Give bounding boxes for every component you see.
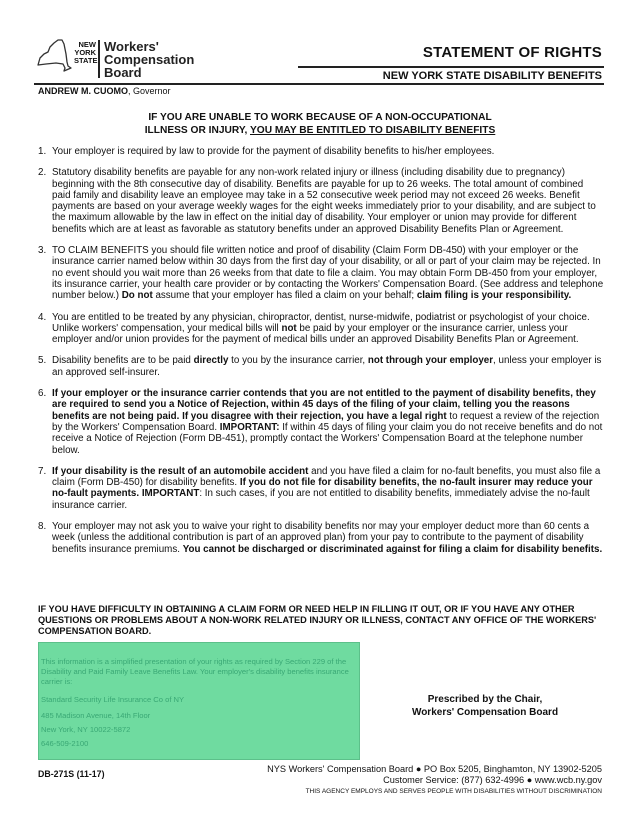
logo-divider: [98, 40, 100, 78]
rights-item-text: Statutory disability benefits are payable for any non-work related injury or illness (including disability due to pregnancy) beginning with the 8th consecutive day of disability. Benefits are payable for up to 26 weeks. The total amount of combined paid family and disability leave an employee may take in a 52 consecutive week period may not exceed 26 weeks. Benefit payments are based on your average weekly wages for the eight weeks immediately prior to your disability, and are subject to the maximum allowable by the law in effect on the initial day of disability. Your employer or union may provide for different benefits which are at least as favorable as statutory benefits under an approved Disability Benefits Plan or Agreement.: [52, 167, 596, 235]
footer-address: NYS Workers' Compensation Board ● PO Box 5205, Binghamton, NY 13902-5205: [267, 764, 602, 774]
document-title: STATEMENT OF RIGHTS: [422, 44, 602, 61]
rights-item-number: 3.: [38, 245, 47, 257]
rights-item-text: If your disability is the result of an automobile accident and you have filed a claim for no-fault benefits, you must also file a claim (Form DB-450) for disability benefits. If you do not file for disability benefits, the no-fault insurer may reduce your no-fault payments. IMPORTANT: In such cases, if you are not entitled to disability benefits, immediately advise the no-fault insurance carrier.: [52, 465, 601, 511]
footer-contact: [267, 764, 602, 797]
rights-item: [38, 167, 604, 235]
rights-item-text: You are entitled to be treated by any physician, chiropractor, dentist, nurse-midwife, podiatrist or psychologist of your choice. Unlike workers' compensation, your medical bills will not be paid by your employer or the insurance carrier, unless your employer and/or union provides for the payment of medical bills under an approved Disability Benefits Plan or Agreement.: [52, 311, 590, 346]
prescribed-by: Prescribed by the Chair, Workers' Compensation Board: [411, 694, 559, 718]
header-bottom-rule: [34, 83, 604, 85]
new-york-state-map-icon: [34, 38, 72, 76]
carrier-address-line1: 485 Madison Avenue, 14th Floor: [41, 711, 151, 720]
rights-item-text: Disability benefits are to be paid directly to you by the insurance carrier, not through your employer, unless your employer is an approved self-insurer.: [52, 355, 602, 378]
footer-nondiscrimination: THIS AGENCY EMPLOYS AND SERVES PEOPLE WITH DISABILITIES WITHOUT DISCRIMINATION: [305, 788, 602, 795]
rights-item-number: 6.: [38, 388, 47, 400]
help-notice: IF YOU HAVE DIFFICULTY IN OBTAINING A CLAIM FORM OR NEED HELP IN FILLING IT OUT, OR IF YOU HAVE ANY OTHER QUESTIONS OR PROBLEMS ABOUT A NON-WORK RELATED INJURY OR ILLNESS, CONTACT ANY OFFICE OF THE WORKERS' COMPENSATION BOARD.: [38, 604, 597, 636]
rights-item-number: 8.: [38, 521, 47, 533]
rights-item: [38, 388, 604, 456]
rights-item: [38, 245, 604, 301]
footer-customer-service: Customer Service: (877) 632-4996 ● www.wcb.ny.gov: [383, 775, 602, 785]
carrier-name: Standard Security Life Insurance Co of NY: [41, 695, 185, 704]
rights-item: [38, 466, 604, 511]
rights-item-text: Your employer is required by law to provide for the payment of disability benefits to his/her employees.: [52, 146, 495, 157]
document-subtitle: NEW YORK STATE DISABILITY BENEFITS: [382, 70, 602, 82]
section-heading: IF YOU ARE UNABLE TO WORK BECAUSE OF A NON-OCCUPATIONAL ILLNESS OR INJURY, YOU MAY BE ENTITLED TO DISABILITY BENEFITS: [144, 112, 496, 136]
rights-item-number: 7.: [38, 465, 47, 477]
rights-item-text: Your employer may not ask you to waive your right to disability benefits nor may your employer deduct more than 60 cents a week (unless the additional contribution is part of an approved plan) from your pay to contribute to the payment of disability benefits insurance premiums. You cannot be discharged or discriminated against for filing a claim for disability benefits.: [52, 521, 603, 555]
rights-item-number: 4.: [38, 311, 47, 323]
rights-item: [38, 146, 604, 157]
insurance-carrier-box: [38, 642, 360, 760]
form-id: DB-271S (11-17): [38, 769, 105, 779]
carrier-phone: 646-509-2100: [41, 739, 89, 748]
header-rule: [298, 66, 604, 68]
rights-item-number: 5.: [38, 355, 47, 367]
carrier-intro: This information is a simplified presentation of your rights as required by Section 229 of the Disability and Paid Family Leave Benefits Law. Your employer's disability benefits insurance carrier is:: [41, 657, 349, 686]
logo-organization-name: Workers' Compensation Board: [104, 39, 195, 80]
rights-item: [38, 312, 604, 346]
rights-item-number: 1.: [38, 146, 47, 157]
carrier-address-line2: New York, NY 10022-5872: [41, 725, 131, 734]
rights-item: [38, 521, 604, 555]
logo-state-text: NEW YORK STATE: [74, 40, 98, 65]
rights-item-number: 2.: [38, 167, 47, 179]
rights-item-text: TO CLAIM BENEFITS you should file written notice and proof of disability (Claim Form DB-450) with your employer or the insurance carrier named below within 30 days from the first day of your disability, or all or part of your claim may be rejected. In no event should you wait more than 26 weeks from that date to file a claim. You may obtain Form DB-450 from your employer, its insurance carrier, your health care provider or by contacting the Workers' Compensation Board. (See address and telephone number below.) Do not assume that your employer has filed a claim on your behalf; claim filing is your responsibility.: [52, 245, 604, 302]
rights-item-text: If your employer or the insurance carrier contends that you are not entitled to the payment of disability benefits, they are required to send you a Notice of Rejection, within 45 days of the filing of your claim, telling you the reasons benefits are not being paid. If you disagree with their rejection, you have a legal right to request a review of the rejection by the Workers' Compensation Board. IMPORTANT: If within 45 days of filing your claim you do not receive benefits and do not receive a Notice of Rejection (Form DB-451), promptly contact the Workers' Compensation Board at the telephone number below.: [52, 388, 603, 456]
governor-line: ANDREW M. CUOMO, Governor: [38, 86, 171, 96]
rights-list: [38, 146, 604, 565]
rights-item: [38, 355, 604, 378]
